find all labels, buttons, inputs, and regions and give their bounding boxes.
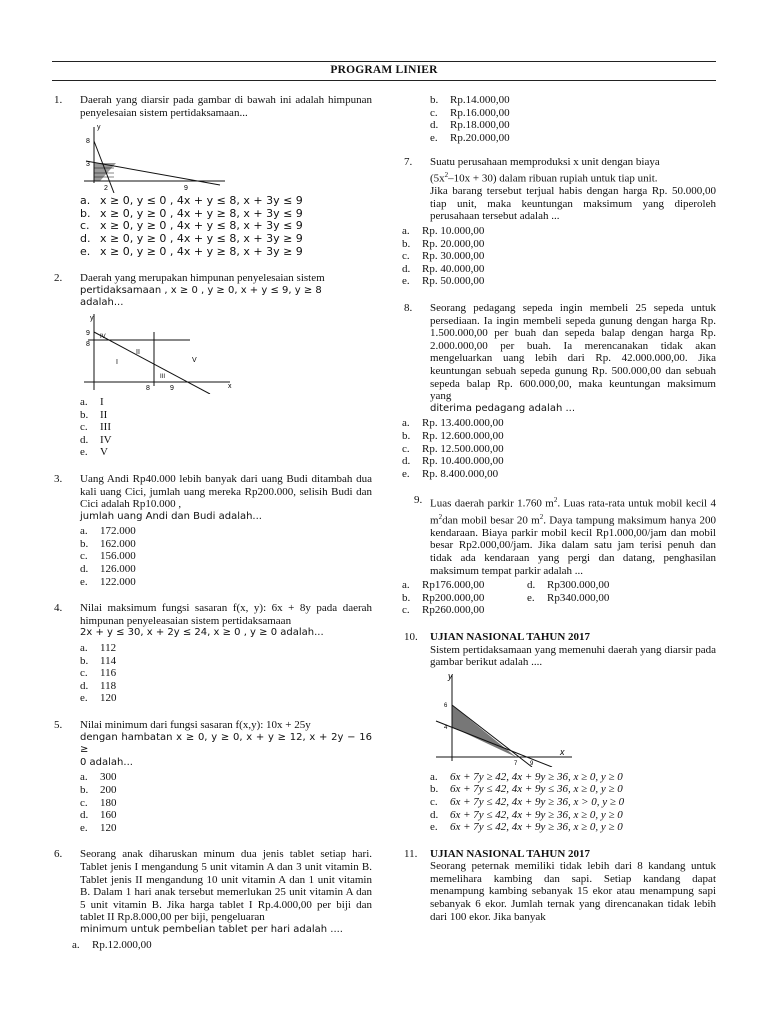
question-number: 3.	[54, 472, 63, 485]
question-number: 11.	[404, 847, 418, 860]
page-title: PROGRAM LINIER	[330, 64, 438, 76]
question-number: 6.	[54, 848, 63, 861]
option[interactable]: e. Rp. 50.000,00	[402, 275, 485, 288]
right-column	[402, 94, 716, 923]
tick-label: 9	[170, 384, 174, 392]
options-list	[402, 225, 716, 288]
question-number: 4.	[54, 602, 63, 615]
option[interactable]: c. 156.000	[80, 550, 136, 563]
question-text: adalah...	[80, 297, 124, 309]
question-text: Suatu perusahaan memproduksi x unit dengan biaya	[430, 156, 660, 169]
axis-label: y	[97, 124, 101, 132]
section-heading: UJIAN NASIONAL TAHUN 2017	[430, 630, 591, 643]
option[interactable]: c. III	[80, 421, 111, 434]
option[interactable]: e. 122.000	[80, 575, 136, 588]
option[interactable]: b. 6x + 7y ≤ 42, 4x + 9y ≤ 36, x ≥ 0, y ≥ 0	[430, 783, 623, 796]
question-text: Daerah yang diarsir pada gambar di bawah ini adalah himpunan penyelesaian sistem pertidaksamaan...	[80, 94, 372, 119]
question-text: $(5x^2-10x + 30)$ dalam ribuan rupiah untuk tiap unit.	[430, 170, 658, 185]
region-label: V	[192, 356, 197, 364]
question-8	[402, 302, 716, 480]
graph-q10	[432, 671, 582, 767]
option[interactable]: a. Rp. 10.000,00	[402, 225, 485, 237]
option[interactable]: b. Rp. 12.600.000,00	[402, 429, 504, 442]
option[interactable]: a. x ≥ 0, y ≤ 0 , 4x + y ≤ 8, x + 3y ≤ 9	[80, 194, 303, 208]
option[interactable]: c. Rp.16.000,00	[430, 106, 510, 119]
question-9	[402, 494, 716, 617]
option[interactable]: b. Rp200.000,00	[402, 591, 485, 604]
option[interactable]: a. I	[80, 395, 104, 408]
top-rule	[52, 61, 716, 62]
question-text: Nilai maksimum fungsi sasaran f(x, y): 6x + 8y pada daerah himpunan penyeleasaian sistem pertidaksamaan	[80, 602, 372, 627]
option[interactable]: e. Rp340.000,00	[527, 591, 610, 604]
question-text: Seorang peternak memiliki tidak lebih dari 8 kandang untuk memelihara kambing dan sapi. Setiap kandang dapat menampung kambing sebanyak 15 ekor atau menampung sapi sebanyak 6 ekor. Jumlah ternak yang direncanakan tidak lebih dari 100 ekor. Jika banyak	[430, 860, 716, 923]
option[interactable]: a. Rp176.000,00	[402, 579, 485, 592]
axis-label: y	[90, 314, 94, 322]
tick-label: 9	[530, 760, 534, 767]
question-text: Nilai minimum dari fungsi sasaran f(x,y): 10x + 25y	[80, 719, 311, 731]
options-list	[402, 417, 716, 480]
option[interactable]: e. 120	[80, 821, 117, 834]
left-column	[52, 94, 372, 951]
option[interactable]: e. x ≥ 0, y ≥ 0 , 4x + y ≥ 8, x + 3y ≥ 9	[80, 244, 303, 258]
axis-label: x	[560, 746, 565, 757]
tick-label: 2	[104, 185, 108, 193]
option[interactable]: d. 160	[80, 809, 117, 822]
region-label: IV	[100, 333, 106, 340]
question-text: dengan hambatan x ≥ 0, y ≥ 0, x + y ≥ 12, x + 2y − 16 ≥	[80, 731, 372, 756]
question-7	[402, 156, 716, 288]
question-6	[52, 848, 372, 951]
option[interactable]: b. 114	[80, 654, 117, 667]
option[interactable]: d. Rp300.000,00	[527, 579, 610, 592]
option[interactable]: a. 6x + 7y ≥ 42, 4x + 9y ≥ 36, x ≥ 0, y ≥ 0	[430, 770, 623, 783]
question-text: Daerah yang merupakan himpunan penyelesaian sistem	[80, 272, 325, 285]
option[interactable]: d. 126.000	[80, 563, 136, 576]
question-10	[402, 631, 716, 834]
option[interactable]: b. 200	[80, 783, 117, 796]
options-list	[80, 771, 372, 834]
option[interactable]: b. Rp.14.000,00	[430, 94, 510, 106]
question-1	[52, 94, 372, 258]
tick-label: 9	[184, 185, 188, 193]
title-rule	[52, 80, 716, 81]
graph-q1	[80, 121, 230, 193]
option[interactable]: d. Rp. 40.000,00	[402, 262, 485, 275]
options-grid	[402, 579, 716, 617]
tick-label: 9	[86, 329, 90, 337]
question-text: Seorang pedagang sepeda ingin membeli 25 sepeda untuk persediaan. Ia ingin membeli sepeda gunung dengan harga Rp. 1.500.000,00 per buah dan sepeda balap dengan harga Rp. 2.000.000,00 per buah. Ia merencanakan tidak akan mengeluarkan uang lebih dari Rp. 42.000.000,00. Jika keuntungan sebuah sepeda gunung Rp. 500.000,00 dan sebuah sepeda balap Rp. 600.000,00, maka keuntungan maksimum yang	[430, 301, 716, 403]
options-list	[80, 396, 372, 459]
question-number: 7.	[404, 156, 413, 169]
question-number: 8.	[404, 301, 413, 314]
axis-label: y	[448, 670, 453, 681]
question-number: 10.	[404, 630, 418, 643]
option[interactable]: c. Rp. 12.500.000,00	[402, 442, 504, 455]
option[interactable]: a. 172.000	[80, 525, 136, 538]
region-label: III	[160, 373, 166, 380]
question-text: 2x + y ≤ 30, x + 2y ≤ 24, x ≥ 0 , y ≥ 0 adalah...	[80, 627, 324, 639]
option[interactable]: d. x ≥ 0, y ≥ 0 , 4x + y ≤ 8, x + 3y ≥ 9	[80, 231, 303, 245]
question-4	[52, 602, 372, 705]
option[interactable]: a. Rp.12.000,00	[72, 938, 152, 951]
option[interactable]: e. 6x + 7y ≤ 42, 4x + 9y ≥ 36, x ≥ 0, y ≥ 0	[430, 821, 623, 834]
option[interactable]: e. Rp.20.000,00	[430, 131, 510, 144]
question-text: minimum untuk pembelian tablet per hari adalah ....	[80, 923, 343, 935]
question-text: diterima pedagang adalah ...	[430, 402, 576, 414]
option[interactable]: d. 6x + 7y ≤ 42, 4x + 9y ≥ 36, x ≥ 0, y ≥ 0	[430, 808, 623, 821]
question-3	[52, 473, 372, 588]
question-2	[52, 272, 372, 459]
question-text: Jika barang tersebut terjual habis dengan harga Rp. 50.000,00 tiap unit, maka keuntungan maksimum yang diperoleh perusahaan tersebut adalah ...	[430, 185, 716, 223]
options-list-q6-continued	[430, 94, 716, 144]
question-text: 0 adalah...	[80, 756, 133, 768]
question-number: 2.	[54, 272, 63, 285]
axis-label: x	[228, 382, 232, 390]
option[interactable]: b. x ≥ 0, y ≥ 0 , 4x + y ≥ 8, x + 3y ≤ 9	[80, 206, 303, 220]
tick-label: 8	[146, 384, 150, 392]
tick-label: 8	[86, 138, 90, 146]
option[interactable]: d. Rp. 10.400.000,00	[402, 455, 504, 468]
tick-label: 7	[514, 760, 518, 767]
question-text: pertidaksamaan , x ≥ 0 , y ≥ 0, x + y ≤ 9, y ≥ 8	[80, 284, 322, 296]
options-list	[80, 525, 372, 588]
question-number: 1.	[54, 94, 63, 106]
tick-label: 3	[86, 161, 90, 169]
option[interactable]: e. V	[80, 446, 108, 459]
option[interactable]: e. 120	[80, 692, 117, 705]
option[interactable]: a. 112	[80, 642, 117, 655]
option[interactable]: d. IV	[80, 433, 112, 446]
question-number: 9.	[414, 494, 423, 507]
options-list	[80, 195, 372, 258]
section-heading: UJIAN NASIONAL TAHUN 2017	[430, 847, 591, 860]
option[interactable]: d. 118	[80, 679, 117, 692]
option[interactable]: c. 116	[80, 667, 117, 680]
option[interactable]: b. 162.000	[80, 537, 136, 550]
tick-label: 4	[444, 724, 448, 731]
options-list	[80, 642, 372, 705]
options-list	[72, 939, 372, 952]
question-text: jumlah uang Andi dan Budi adalah...	[80, 510, 262, 522]
option[interactable]: b. Rp. 20.000,00	[402, 237, 485, 250]
option[interactable]: c. Rp. 30.000,00	[402, 250, 485, 263]
option[interactable]: c. Rp260.000,00	[402, 604, 485, 617]
option[interactable]: e. Rp. 8.400.000,00	[402, 467, 499, 480]
tick-label: 8	[86, 340, 90, 348]
region-label: I	[116, 358, 118, 366]
option[interactable]: d. Rp.18.000,00	[430, 119, 510, 132]
question-text: Uang Andi Rp40.000 lebih banyak dari uang Budi ditambah dua kali uang Cici, jumlah uang mereka Rp200.000, selisih Budi dan Cici adalah Rp10.000 ,	[80, 472, 372, 511]
option[interactable]: a. Rp. 13.400.000,00	[402, 417, 504, 430]
option[interactable]: c. x ≥ 0, y ≥ 0 , 4x + y ≤ 8, x + 3y ≤ 9	[80, 219, 303, 233]
question-text: Sistem pertidaksamaan yang memenuhi daerah yang diarsir pada gambar berikut adalah ....	[430, 643, 716, 669]
question-text: Luas daerah parkir 1.760 $m^2$. Luas rata-rata untuk mobil kecil 4 $m^2dan$ mobil besar 20 $m^2$. Daya tampung maksimum hanya 200 kendaraan. Biaya parkir mobil kecil Rp1.000,00/jam dan mobil besar Rp2.000,00/jam. Jika dalam satu jam terisi penuh dan tidak ada kendaraan yang pergi dan datang, penghasilan maksimum tempat parkir adalah ...	[430, 496, 716, 577]
graph-q2	[80, 312, 240, 394]
option[interactable]: b. II	[80, 408, 108, 421]
question-number: 5.	[54, 719, 63, 731]
option[interactable]: c. 180	[80, 796, 117, 809]
region-label: II	[136, 348, 140, 356]
option[interactable]: a. 300	[80, 771, 117, 784]
question-text: Seorang anak diharuskan minum dua jenis tablet setiap hari. Tablet jenis I mengandung 5 unit vitamin A dan 3 unit vitamin B. Tablet jenis II mengandung 10 unit vitamin A dan 1 unit vitamin B. Dalam 1 hari anak tersebut memerlukan 25 unit vitamin A dan 5 unit vitamin B. Jika harga tablet I Rp.4.000,00 per biji dan tablet II Rp.8.000,00 per biji, pengeluaran	[80, 848, 372, 924]
option[interactable]: c. 6x + 7y ≤ 42, 4x + 9y ≥ 36, x > 0, y ≥ 0	[430, 795, 625, 808]
question-5	[52, 719, 372, 834]
question-11	[402, 848, 716, 924]
options-list	[430, 771, 716, 834]
tick-label: 6	[444, 702, 448, 709]
